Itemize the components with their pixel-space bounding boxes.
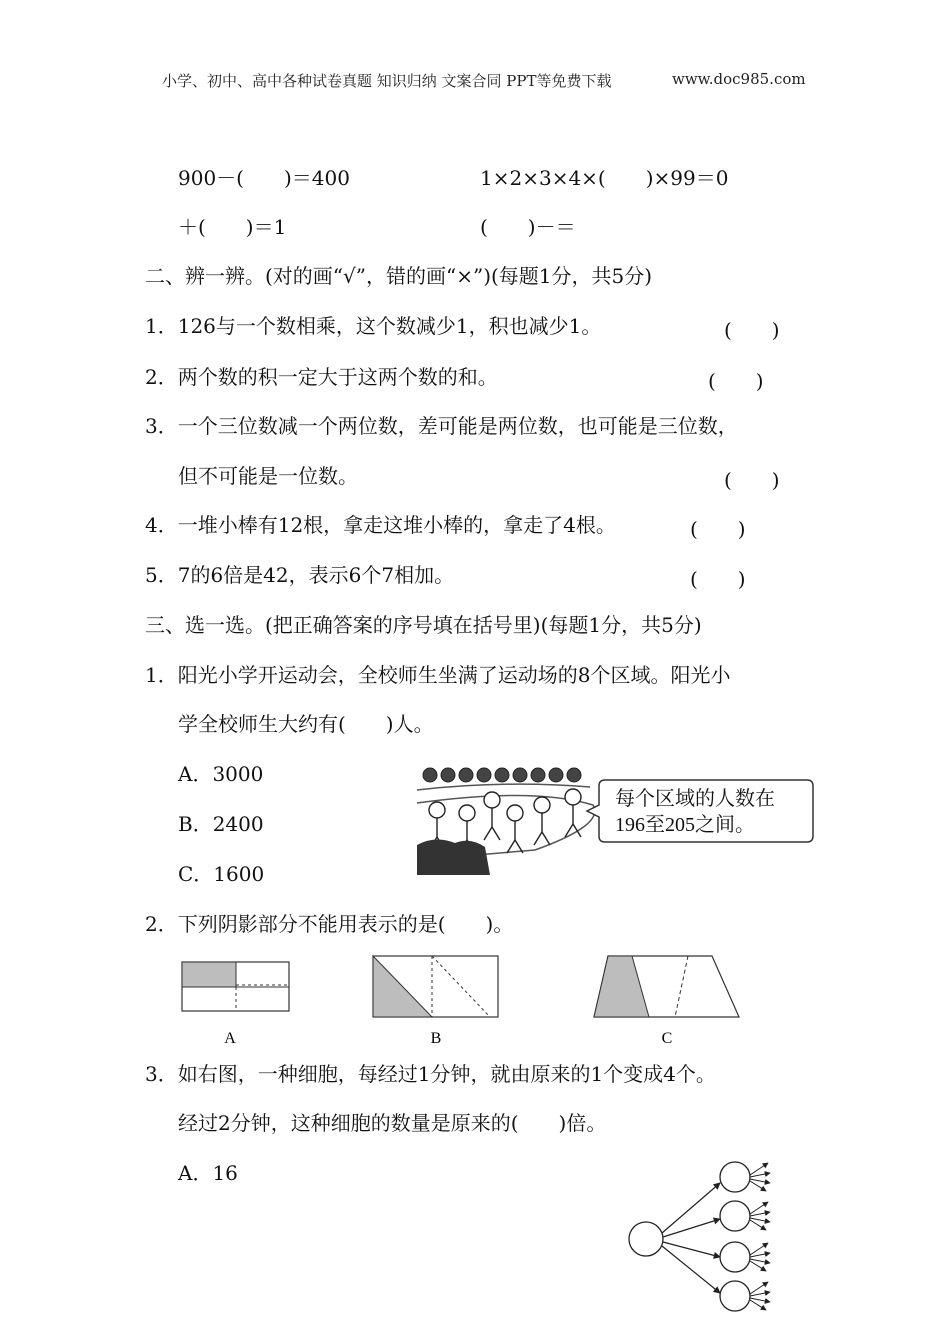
q2-figures — [170, 952, 750, 1052]
s2-item-4: 4．一堆小棒有12根，拿走这堆小棒的，拿走了4根。 — [145, 513, 616, 537]
s2-item-5: 5．7的6倍是42，表示6个7相加。 — [145, 563, 455, 587]
s3-q1-line1: 1．阳光小学开运动会，全校师生坐满了运动场的8个区域。阳光小 — [145, 663, 731, 687]
cell-division-diagram — [620, 1155, 780, 1317]
bush-shape — [417, 839, 490, 875]
s2-item-3: 3．一个三位数减一个两位数，差可能是两位数，也可能是三位数， — [145, 414, 738, 438]
s2-answer-2[interactable]: ( ) — [708, 369, 764, 393]
flower-row — [423, 768, 581, 782]
s2-item-2: 2．两个数的积一定大于这两个数的和。 — [145, 365, 498, 389]
s3-q1-option-b[interactable]: B．2400 — [178, 812, 264, 836]
s2-answer-3[interactable]: ( ) — [724, 468, 780, 492]
fill-line-1b: 1×2×3×4×( )×99＝0 — [480, 166, 729, 190]
fill-line-2b: ( )－＝ — [480, 215, 576, 239]
s3-q1-option-c[interactable]: C．1600 — [178, 862, 265, 886]
figure-a-label: A — [224, 1030, 236, 1047]
figure-b[interactable] — [373, 956, 498, 1017]
s2-item-3-cont: 但不可能是一位数。 — [178, 464, 358, 488]
s2-answer-5[interactable]: ( ) — [690, 567, 746, 591]
parent-cell — [629, 1222, 663, 1256]
bubble-line-1: 每个区域的人数在 — [615, 788, 775, 810]
s3-q1-option-a[interactable]: A．3000 — [178, 762, 264, 786]
stadium-illustration — [415, 765, 820, 877]
s3-q3-option-a[interactable]: A．16 — [178, 1161, 238, 1185]
section3-title: 三、选一选。(把正确答案的序号填在括号里)(每题1分，共5分) — [145, 613, 702, 637]
header-url: www.doc985.com — [672, 70, 806, 88]
header-left: 小学、初中、高中各种试卷真题 知识归纳 文案合同 PPT等免费下载 — [162, 72, 612, 90]
section2-title: 二、辨一辨。(对的画“√”，错的画“×”)(每题1分，共5分) — [145, 264, 653, 288]
fill-line-1a: 900－( )＝400 — [178, 166, 350, 190]
figure-a[interactable] — [182, 962, 289, 1011]
figure-c-label: C — [661, 1030, 673, 1047]
child-cells — [720, 1162, 750, 1311]
s2-answer-1[interactable]: ( ) — [724, 318, 780, 342]
figure-c[interactable] — [594, 956, 739, 1017]
grandchild-arrows — [750, 1163, 770, 1310]
s2-item-1: 1．126与一个数相乘，这个数减少1，积也减少1。 — [145, 314, 602, 338]
s3-q3-line2: 经过2分钟，这种细胞的数量是原来的( )倍。 — [178, 1111, 607, 1135]
figure-b-label: B — [430, 1030, 442, 1047]
fill-line-2a: ＋( )＝1 — [178, 215, 287, 239]
s3-q3-line1: 3．如右图，一种细胞，每经过1分钟，就由原来的1个变成4个。 — [145, 1062, 716, 1086]
s2-answer-4[interactable]: ( ) — [690, 517, 746, 541]
bubble-line-2: 196至205之间。 — [615, 814, 755, 836]
s3-q2-text: 2．下列阴影部分不能用表示的是( )。 — [145, 912, 514, 936]
s3-q1-line2: 学全校师生大约有( )人。 — [178, 712, 434, 736]
